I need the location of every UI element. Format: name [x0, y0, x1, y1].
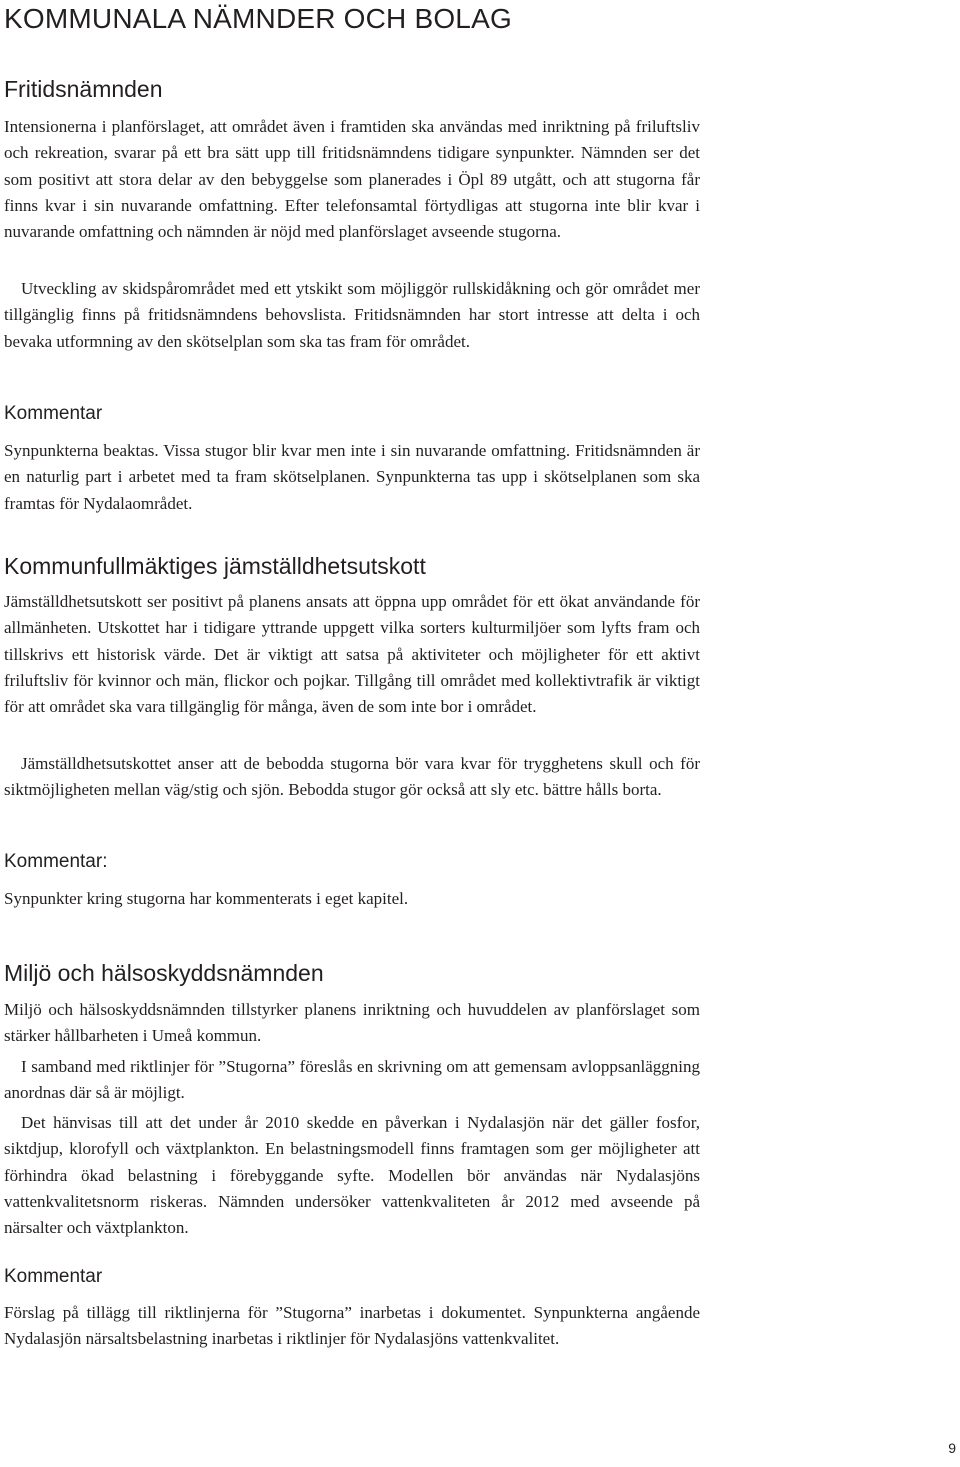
page-number: 9: [948, 1440, 956, 1456]
comment-heading: Kommentar: [4, 403, 103, 424]
comment-paragraph: Synpunkter kring stugorna har kommenterats i eget kapitel.: [4, 889, 409, 908]
comment-paragraph: Synpunkterna beaktas. Vissa stugor blir kvar men inte i sin nuvarande omfattning. Fritidsnämnden är en naturlig part i arbetet med ta fram skötselplanen. Synpunkterna tas upp i skötselplanen som ska framtas för Nydalaområdet.: [4, 441, 700, 513]
section-heading-jamstalldhetsutskott: Kommunfullmäktiges jämställdhetsutskott: [4, 553, 426, 579]
body-paragraph: Intensionerna i planförslaget, att området även i framtiden ska användas med inriktning på friluftsliv och rekreation, svarar på ett bra sätt upp till fritidsnämndens tidigare synpunkter. Nämnden ser det som positivt att stora delar av den bebyggelse som planerades i Öpl 89 utgått, och att stugorna får finns kvar i sin nuvarande omfattning. Efter telefonsamtal förtydligas att stugorna inte blir kvar i nuvarande omfattning och nämnden är nöjd med planförslaget avseende stugorna.: [4, 117, 700, 242]
body-paragraph: I samband med riktlinjer för ”Stugorna” föreslås en skrivning om att gemensam avloppsanläggning anordnas där så är möjligt.: [4, 1057, 700, 1103]
body-paragraph: Jämställdhetsutskottet anser att de bebodda stugorna bör vara kvar för trygghetens skull och för siktmöjligheten mellan väg/stig och sjön. Bebodda stugor gör också att sly etc. bättre hålls borta.: [4, 754, 700, 800]
body-paragraph: Miljö och hälsoskyddsnämnden tillstyrker planens inriktning och huvuddelen av planförslaget som stärker hållbarheten i Umeå kommun.: [4, 1000, 700, 1046]
main-title: KOMMUNALA NÄMNDER OCH BOLAG: [4, 3, 512, 34]
body-paragraph: Det hänvisas till att det under år 2010 skedde en påverkan i Nydalasjön när det gäller fosfor, siktdjup, klorofyll och växtplankton. En belastningsmodell finns framtagen som ger möjligheter att förhindra ökad belastning i förebyggande syfte. Modellen bör användas när Nydalasjöns vattenkvalitetsnorm riskeras. Nämnden undersöker vattenkvaliteten år 2012 med avseende på närsalter och växtplankton.: [4, 1113, 700, 1238]
body-paragraph: Jämställdhetsutskott ser positivt på planens ansats att öppna upp området för ett ökat användande för allmänheten. Utskottet har i tidigare yttrande uppgett vilka sorters kulturmiljöer som lyfts fram och tillskrivs ett historisk värde. Det är viktigt att satsa på aktiviteter och möjligheter för ett aktivt friluftsliv för kvinnor och män, flickor och pojkar. Tillgång till området med kollektivtrafik är viktigt för att området ska vara tillgänglig för många, även de som inte bor i området.: [4, 592, 700, 717]
comment-heading: Kommentar:: [4, 851, 108, 872]
section-heading-fritidsnamnden: Fritidsnämnden: [4, 76, 163, 102]
comment-paragraph: Förslag på tillägg till riktlinjerna för ”Stugorna” inarbetas i dokumentet. Synpunkterna angående Nydalasjön närsaltsbelastning inarbetas i riktlinjer för Nydalasjöns vattenkvalitet.: [4, 1303, 700, 1349]
body-paragraph: Utveckling av skidspårområdet med ett ytskikt som möjliggör rullskidåkning och gör området mer tillgänglig finns på fritidsnämndens behovslista. Fritidsnämnden har stort intresse att delta i och bevaka utformning av den skötselplan som ska tas fram för området.: [4, 279, 700, 351]
comment-heading: Kommentar: [4, 1266, 103, 1287]
section-heading-miljo-halsoskydd: Miljö och hälsoskyddsnämnden: [4, 960, 324, 986]
